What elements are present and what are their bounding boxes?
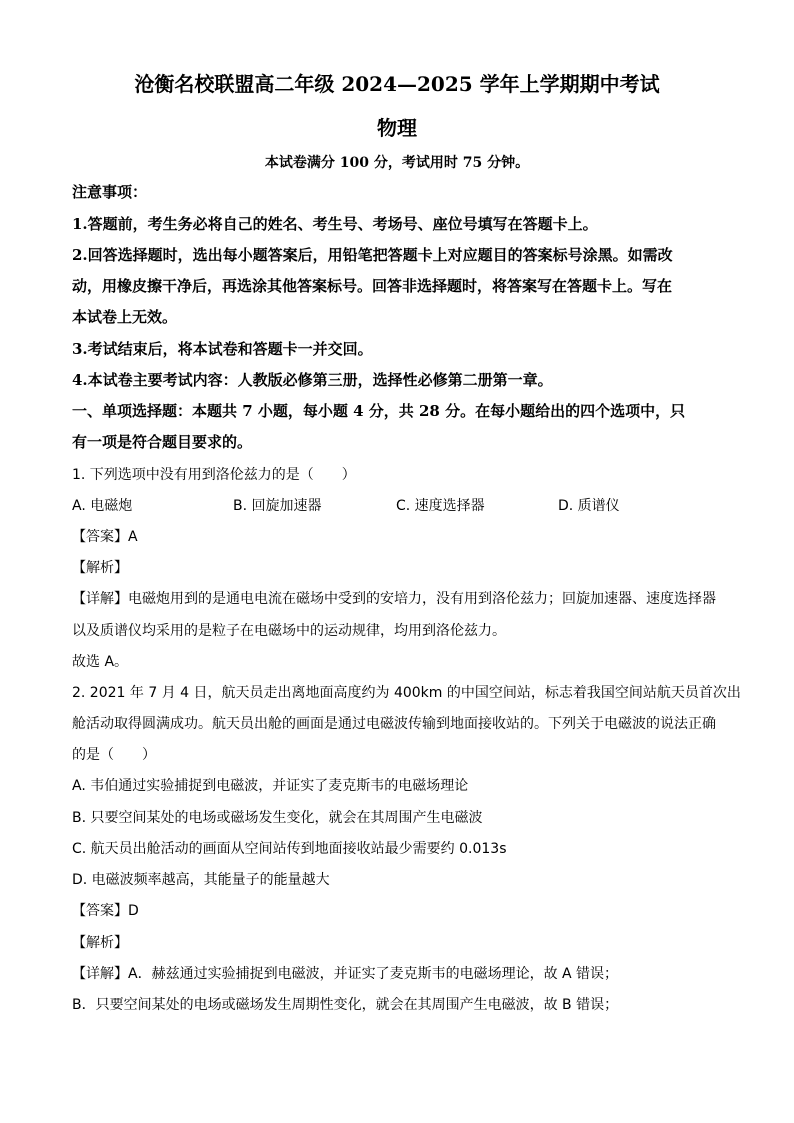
q1-option-c: C. 速度选择器 — [396, 498, 485, 514]
section-heading-line-1: 一、单项选择题：本题共 7 小题，每小题 4 分，共 28 分。在每小题给出的四个选项中，只 — [72, 402, 686, 420]
q2-option-b: B. 只要空间某处的电场或磁场发生变化，就会在其周围产生电磁波 — [72, 810, 483, 826]
q2-answer: 【答案】D — [72, 903, 139, 919]
q2-detail-line-1: 【详解】A．赫兹通过实验捕捉到电磁波，并证实了麦克斯韦的电磁场理论，故 A 错误； — [72, 966, 619, 982]
exam-title: 沧衡名校联盟高二年级 2024—2025 学年上学期期中考试 — [134, 72, 660, 96]
q2-stem-line-3: 的是（ ） — [72, 747, 156, 763]
notice-item-4: 4.本试卷主要考试内容：人教版必修第三册，选择性必修第二册第一章。 — [72, 371, 553, 389]
q1-detail-line-1: 【详解】电磁炮用到的是通电电流在磁场中受到的安培力，没有用到洛伦兹力；回旋加速器、速度选择器 — [72, 591, 716, 607]
q1-analysis: 【解析】 — [72, 560, 128, 576]
section-heading-line-2: 有一项是符合题目要求的。 — [72, 433, 253, 451]
q1-stem: 1. 下列选项中没有用到洛伦兹力的是（ ） — [72, 467, 356, 483]
q1-option-b: B. 回旋加速器 — [233, 498, 322, 514]
notice-heading: 注意事项： — [72, 183, 148, 201]
q1-answer: 【答案】A — [72, 529, 138, 545]
q2-stem-line-2: 舱活动取得圆满成功。航天员出舱的画面是通过电磁波传输到地面接收站的。下列关于电磁波的说法正确 — [72, 716, 716, 732]
q2-option-a: A. 韦伯通过实验捕捉到电磁波，并证实了麦克斯韦的电磁场理论 — [72, 778, 469, 794]
q1-option-a: A. 电磁炮 — [72, 498, 133, 514]
exam-note: 本试卷满分 100 分，考试用时 75 分钟。 — [264, 155, 530, 171]
q2-detail-line-2: B．只要空间某处的电场或磁场发生周期性变化，就会在其周围产生电磁波，故 B 错误； — [72, 997, 619, 1013]
q2-option-c: C. 航天员出舱活动的画面从空间站传到地面接收站最少需要约 0.013s — [72, 841, 507, 857]
notice-item-2-line-1: 2.回答选择题时，选出每小题答案后，用铅笔把答题卡上对应题目的答案标号涂黑。如需改 — [72, 246, 673, 264]
notice-item-3: 3.考试结束后，将本试卷和答题卡一并交回。 — [72, 340, 373, 358]
notice-item-2-line-2: 动，用橡皮擦干净后，再选涂其他答案标号。回答非选择题时，将答案写在答题卡上。写在 — [72, 277, 673, 295]
q2-option-d: D. 电磁波频率越高，其能量子的能量越大 — [72, 872, 330, 888]
notice-item-2-line-3: 本试卷上无效。 — [72, 308, 178, 326]
subject-title: 物理 — [377, 116, 417, 140]
q1-option-d: D. 质谱仪 — [558, 498, 620, 514]
q2-stem-line-1: 2. 2021 年 7 月 4 日，航天员走出离地面高度约为 400km 的中国空间站，标志着我国空间站航天员首次出 — [72, 685, 741, 701]
q1-conclusion: 故选 A。 — [72, 654, 129, 670]
q2-analysis: 【解析】 — [72, 935, 128, 951]
notice-item-1: 1.答题前，考生务必将自己的姓名、考生号、考场号、座位号填写在答题卡上。 — [72, 215, 598, 233]
q1-detail-line-2: 以及质谱仪均采用的是粒子在电磁场中的运动规律，均用到洛伦兹力。 — [72, 623, 506, 639]
